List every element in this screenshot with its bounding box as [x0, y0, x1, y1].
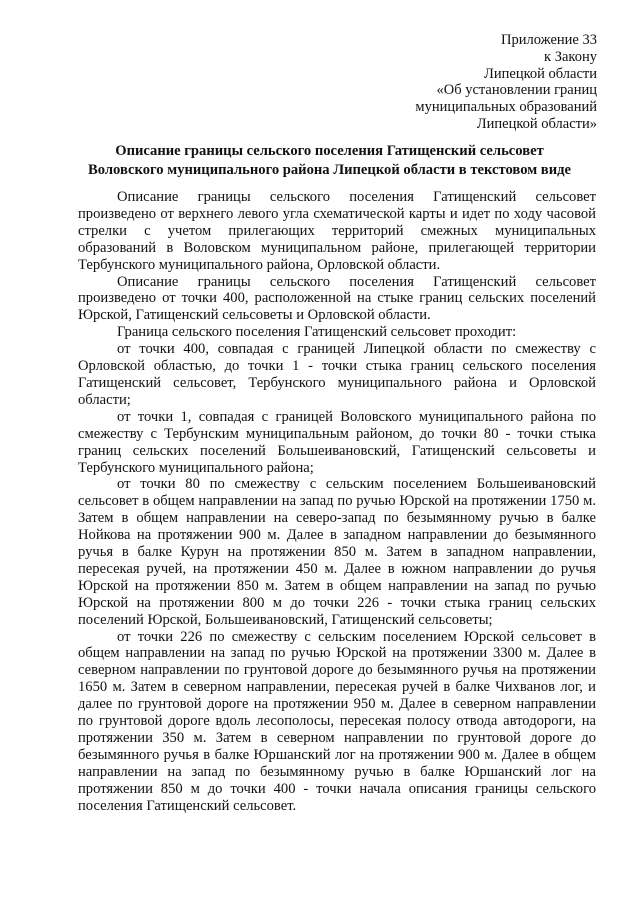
appendix-header — [415, 32, 597, 133]
document-title — [62, 142, 597, 180]
document-body — [78, 189, 596, 815]
appendix-line: к Закону — [544, 48, 597, 65]
paragraph: от точки 1, совпадая с границей Воловского муниципального района по смежеству с Тербунским муниципальным районом, до точки 80 - точки стыка границ сельских поселений Большеивановский, Гатищенский сельсоветы и Тербунского муниципального района; — [78, 408, 596, 476]
title-line: Описание границы сельского поселения Гатищенский сельсовет — [115, 143, 544, 159]
paragraph: Описание границы сельского поселения Гатищенский сельсовет произведено от точки 400, расположенной на стыке границ сельских поселений Юрской, Гатищенский сельсоветы и Орловской области. — [78, 273, 596, 324]
paragraph: от точки 400, совпадая с границей Липецкой области по смежеству с Орловской областью, до точки 1 - точки стыка границ сельского поселения Гатищенский сельсовет, Тербунского муниципального района и Орловской области; — [78, 341, 596, 408]
paragraph: Граница сельского поселения Гатищенский сельсовет проходит: — [117, 324, 517, 341]
paragraph: Описание границы сельского поселения Гатищенский сельсовет произведено от верхнего левого угла схематической карты и идет по ходу часовой стрелки с учетом прилегающих территорий смежных муниципальных образований в Воловском муниципальном районе, прилегающей территории Тербунского муниципального района, Орловской области. — [78, 189, 596, 273]
appendix-line: Липецкой области — [484, 65, 597, 82]
appendix-line: «Об установлении границ — [436, 82, 597, 99]
title-line: Воловского муниципального района Липецкой области в текстовом виде — [88, 162, 571, 178]
paragraph: от точки 226 по смежеству с сельским поселением Юрской сельсовет в общем направлении на запад по ручью Юрской на протяжении 3300 м. Далее в северном направлении по грунтовой дороге до безымянного ручья на протяжении 1650 м. Затем в северном направлении, пересекая ручей в балке Чихванов лог, и далее по грунтовой дороге на протяжении 950 м. Далее в северном направлении по грунтовой дороге вдоль лесополосы, пересекая полосу отвода автодороги, на протяжении 350 м. Затем в северном направлении по грунтовой дороге до безымянного ручья в балке Юршанский лог на протяжении 900 м. Далее в общем направлении на запад по безымянному ручью в балке Юршанский лог на протяжении 850 м до точки 400 - точки начала описания границы сельского поселения Гатищенский сельсовет. — [78, 628, 596, 814]
appendix-line: Приложение 33 — [501, 32, 597, 48]
appendix-line: Липецкой области» — [476, 115, 597, 132]
appendix-line: муниципальных образований — [415, 99, 597, 116]
paragraph: от точки 80 по смежеству с сельским поселением Большеивановский сельсовет в общем направлении на запад по ручью Юрской на протяжении 1750 м. Затем в общем направлении на северо-запад по безымянному ручью в балке Нойкова на протяжении 900 м. Далее в западном направлении до безымянного ручья в балке Курун на протяжении 850 м. Затем в западном направлении, пересекая ручей, на протяжении 450 м. Далее в южном направлении до ручья Юрской на протяжении 850 м. Затем в общем направлении на запад по ручью Юрской на протяжении 800 м до точки 226 - точки стыка границ сельских поселений Юрской, Большеивановский, Гатищенский сельсоветы; — [78, 476, 596, 628]
